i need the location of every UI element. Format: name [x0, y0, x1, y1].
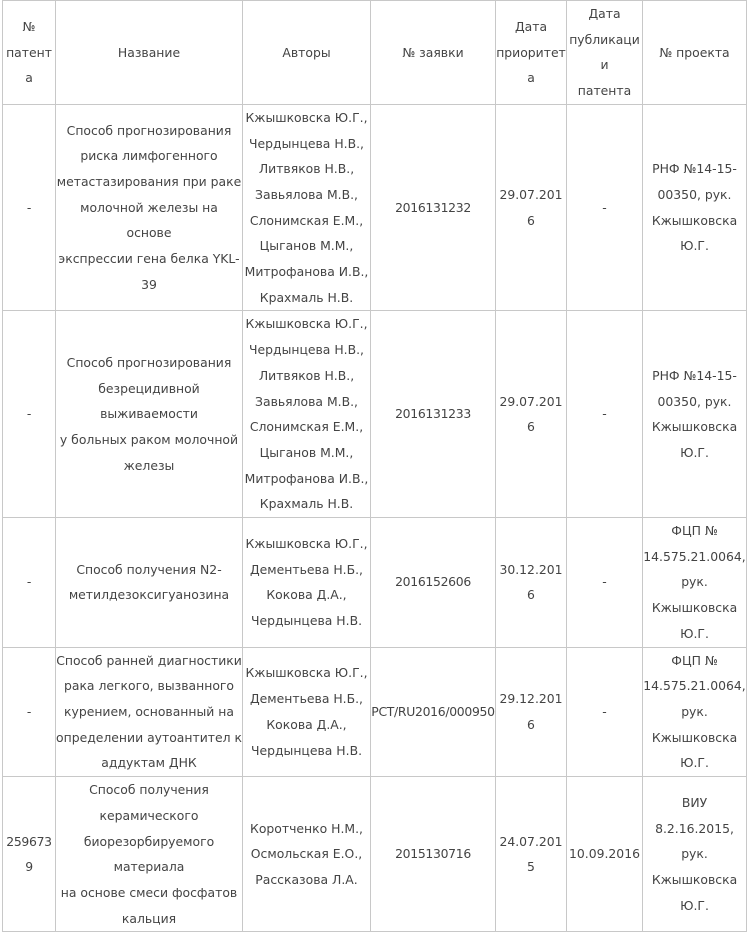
header-title: Название [56, 1, 243, 105]
header-publication-date: Дата публикации патента [567, 1, 643, 105]
table-row [3, 777, 747, 932]
cell-priority-date: 29.07.2016 [496, 311, 567, 518]
cell-authors: Коротченко Н.М., Осмольская Е.О., Рассказова Л.А. [243, 777, 371, 932]
cell-priority-date: 24.07.2015 [496, 777, 567, 932]
table-row [3, 104, 747, 311]
cell-publication-date: - [567, 311, 643, 518]
cell-publication-date: 10.09.2016 [567, 777, 643, 932]
cell-title: Способ прогнозирования безрецидивной выживаемости у больных раком молочной железы [56, 311, 243, 518]
cell-application-no: PCT/RU2016/000950 [371, 647, 496, 777]
cell-title: Способ получения N2- метилдезоксигуанозина [56, 518, 243, 648]
cell-application-no: 2016152606 [371, 518, 496, 648]
cell-application-no: 2015130716 [371, 777, 496, 932]
cell-project-no: РНФ №14-15- 00350, рук. Кжышковска Ю.Г. [643, 104, 747, 311]
cell-patent-no: - [3, 647, 56, 777]
cell-application-no: 2016131233 [371, 311, 496, 518]
cell-priority-date: 29.12.2016 [496, 647, 567, 777]
cell-authors: Кжышковска Ю.Г., Дементьева Н.Б., Кокова Д.А., Чердынцева Н.В. [243, 647, 371, 777]
cell-project-no: РНФ №14-15- 00350, рук. Кжышковска Ю.Г. [643, 311, 747, 518]
cell-authors: Кжышковска Ю.Г., Дементьева Н.Б., Кокова Д.А., Чердынцева Н.В. [243, 518, 371, 648]
header-row [3, 1, 747, 105]
table-row [3, 311, 747, 518]
cell-authors: Кжышковска Ю.Г., Чердынцева Н.В., Литвяков Н.В., Завьялова М.В., Слонимская Е.М., Цыганов М.М., Митрофанова И.В., Крахмаль Н.В. [243, 311, 371, 518]
header-project-no: № проекта [643, 1, 747, 105]
cell-priority-date: 30.12.2016 [496, 518, 567, 648]
cell-title: Способ ранней диагностики рака легкого, вызванного курением, основанный на определении аутоантител к аддуктам ДНК [56, 647, 243, 777]
cell-publication-date: - [567, 104, 643, 311]
cell-project-no: ФЦП № 14.575.21.0064, рук. Кжышковска Ю.Г. [643, 518, 747, 648]
cell-title: Способ прогнозирования риска лимфогенного метастазирования при раке молочной железы на основе экспрессии гена белка YKL-39 [56, 104, 243, 311]
cell-authors: Кжышковска Ю.Г., Чердынцева Н.В., Литвяков Н.В., Завьялова М.В., Слонимская Е.М., Цыганов М.М., Митрофанова И.В., Крахмаль Н.В. [243, 104, 371, 311]
table-row [3, 647, 747, 777]
header-priority-date: Дата приоритета [496, 1, 567, 105]
cell-application-no: 2016131232 [371, 104, 496, 311]
header-authors: Авторы [243, 1, 371, 105]
cell-patent-no: - [3, 518, 56, 648]
cell-patent-no: - [3, 104, 56, 311]
cell-publication-date: - [567, 518, 643, 648]
cell-priority-date: 29.07.2016 [496, 104, 567, 311]
cell-project-no: ФЦП № 14.575.21.0064, рук. Кжышковска Ю.Г. [643, 647, 747, 777]
cell-project-no: ВИУ 8.2.16.2015, рук. Кжышковска Ю.Г. [643, 777, 747, 932]
cell-title: Способ получения керамического биорезорбируемого материала на основе смеси фосфатов кальция [56, 777, 243, 932]
header-application-no: № заявки [371, 1, 496, 105]
patents-table [2, 0, 747, 932]
cell-publication-date: - [567, 647, 643, 777]
table-row [3, 518, 747, 648]
cell-patent-no: 2596739 [3, 777, 56, 932]
header-patent-no: № патента [3, 1, 56, 105]
cell-patent-no: - [3, 311, 56, 518]
